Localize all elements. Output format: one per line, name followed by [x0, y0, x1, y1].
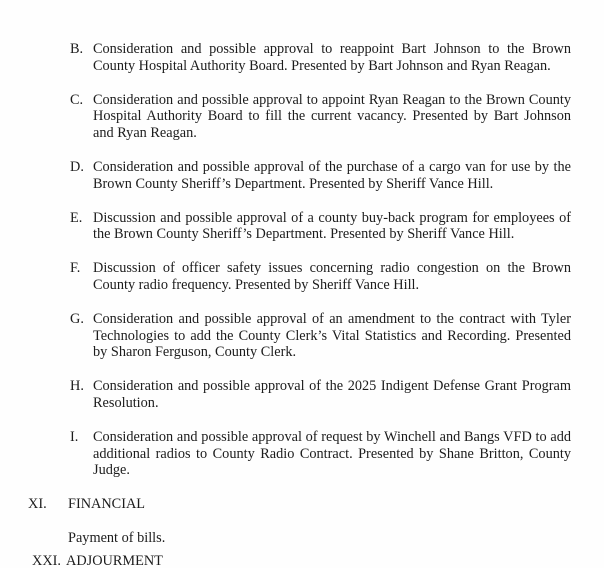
agenda-item-text: Consideration and possible approval to reappoint Bart Johnson to the Brown County Hospital Authority Board. Presented by Bart Johnson and Ryan Reagan.: [93, 41, 571, 74]
agenda-item-h: [70, 378, 571, 412]
agenda-item-text: Consideration and possible approval of the 2025 Indigent Defense Grant Program Resolution.: [93, 378, 571, 411]
adjournment-numeral: XXI.: [32, 552, 61, 569]
agenda-item-text: Consideration and possible approval of request by Winchell and Bangs VFD to add additional radios to County Radio Contract. Presented by Shane Britton, County Judge.: [93, 428, 571, 479]
financial-numeral: XI.: [28, 496, 47, 513]
agenda-item-letter: I.: [70, 428, 79, 445]
agenda-item-letter: D.: [70, 158, 84, 175]
adjournment-title: ADJOURMENT: [66, 552, 163, 569]
section-adjournment: [32, 553, 571, 570]
agenda-item-letter: G.: [70, 310, 84, 327]
agenda-item-f: [70, 260, 571, 294]
agenda-item-g: [70, 311, 571, 361]
agenda-item-text: Discussion of officer safety issues concerning radio congestion on the Brown County radio frequency. Presented by Sheriff Vance Hill.: [93, 260, 571, 293]
agenda-item-b: [70, 41, 571, 75]
agenda-item-letter: B.: [70, 41, 84, 57]
agenda-item-i: [70, 429, 571, 479]
financial-body: Payment of bills.: [68, 529, 166, 546]
agenda-item-list: [70, 41, 571, 479]
agenda-item-letter: E.: [70, 209, 83, 226]
section-financial: [28, 496, 571, 513]
agenda-item-text: Consideration and possible approval to appoint Ryan Reagan to the Brown County Hospital Authority Board to fill the current vacancy. Presented by Bart Johnson and Ryan Reagan.: [93, 91, 571, 142]
agenda-item-c: [70, 92, 571, 142]
agenda-item-text: Consideration and possible approval of an amendment to the contract with Tyler Technologies to add the County Clerk’s Vital Statistics and Recording. Presented by Sharon Ferguson, County Clerk.: [93, 310, 571, 361]
agenda-item-text: Discussion and possible approval of a county buy-back program for employees of the Brown County Sheriff’s Department. Presented by Sheriff Vance Hill.: [93, 209, 571, 243]
agenda-item-letter: H.: [70, 378, 84, 395]
agenda-item-e: [70, 210, 571, 244]
agenda-item-d: [70, 159, 571, 193]
agenda-item-letter: F.: [70, 260, 81, 277]
agenda-item-letter: C.: [70, 91, 84, 108]
agenda-item-text: Consideration and possible approval of the purchase of a cargo van for use by the Brown County Sheriff’s Department. Presented by Sheriff Vance Hill.: [93, 158, 571, 192]
financial-title: FINANCIAL: [68, 496, 146, 513]
